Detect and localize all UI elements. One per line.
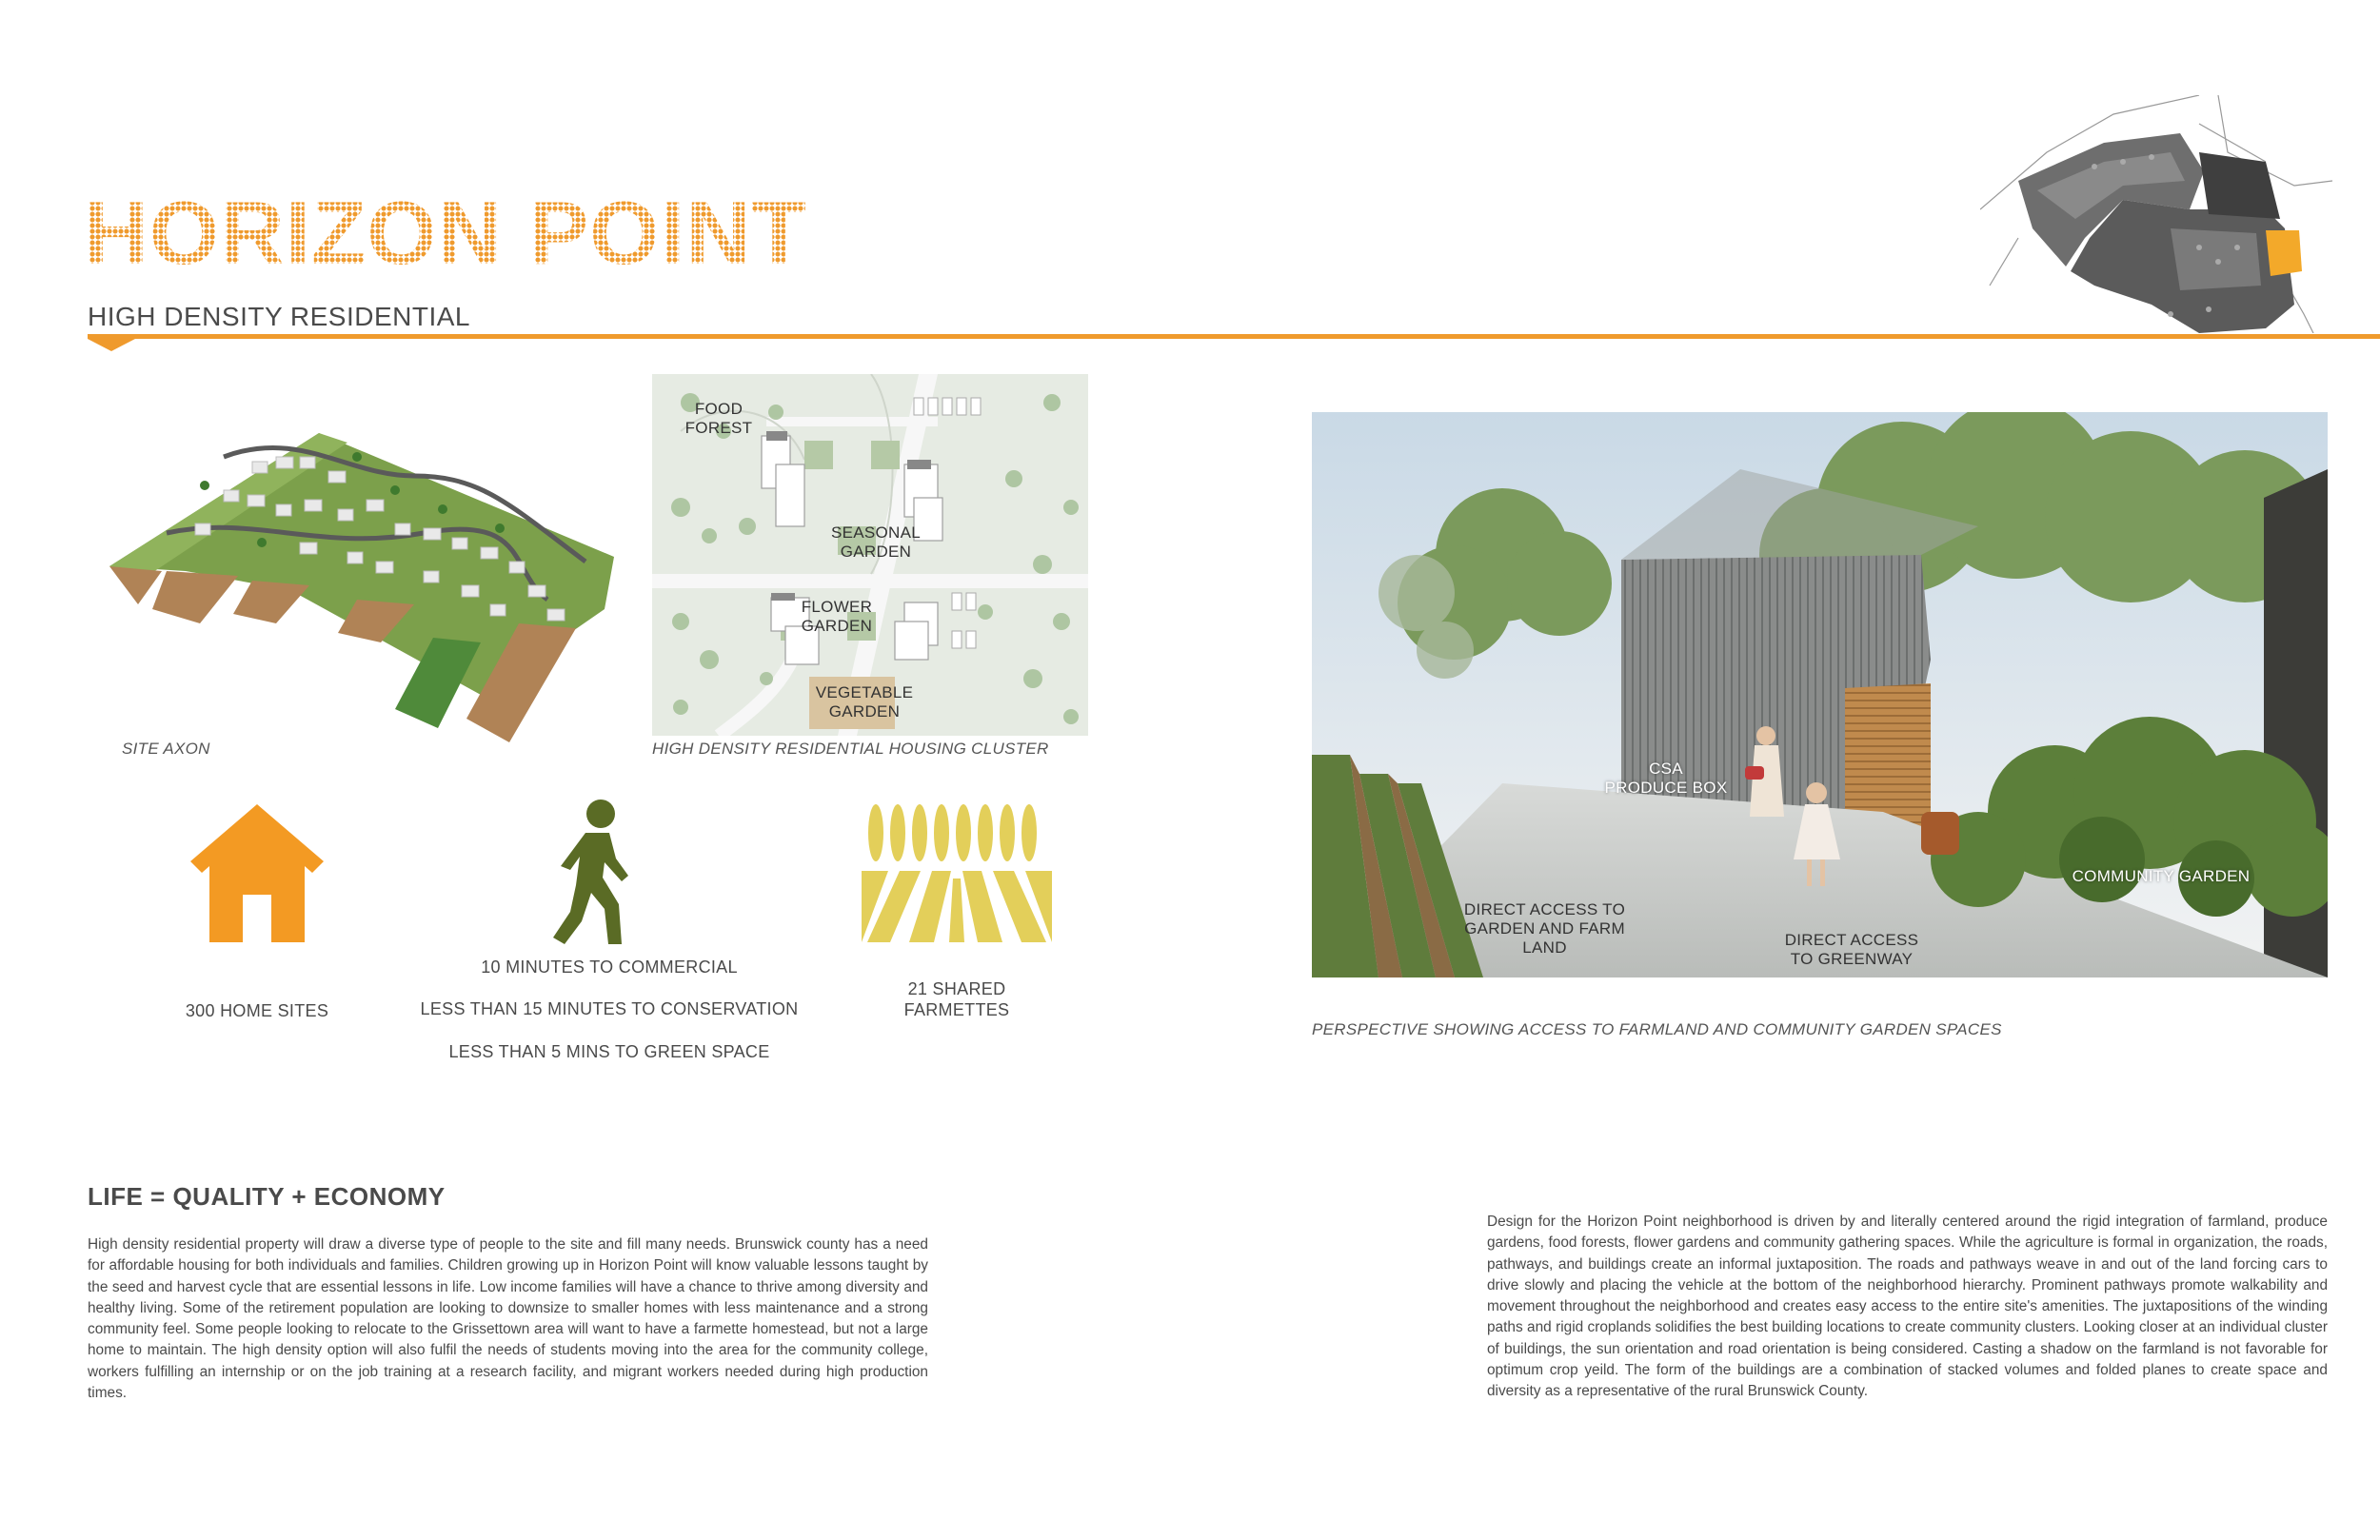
stat-conservation: LESS THAN 15 MINUTES TO CONSERVATION (420, 999, 799, 1018)
stat-green-space: LESS THAN 5 MINS TO GREEN SPACE (448, 1042, 770, 1061)
left-paragraph: High density residential property will draw a diverse type of people to the site and fill many needs. Brunswick county has a need for affordable housing for both individuals and families. Children growing up in Horizon Point will know valuable lessons taught by the seed and harvest cycle that are essential lessons in life. Low income families will have a chance to thrive among diversity and healthy living. Some of the retirement population are looking to downsize to smaller homes with less maintenance and a strong community feel. Some people looking to relocate to the Grissettown area will want to have a farmette homestead, but not a large home to maintain. The high density option will also fulfil the needs of students moving into the area for the community college, workers fulfilling an internship or on the job training at a research facility, and migrant workers needed during high production times. (88, 1236, 928, 1402)
perspective-rendering (1312, 412, 2328, 977)
stat-commercial: 10 MINUTES TO COMMERCIAL (481, 958, 738, 977)
page-subtitle: HIGH DENSITY RESIDENTIAL (88, 302, 471, 331)
key-map (1980, 95, 2332, 333)
section-heading: LIFE = QUALITY + ECONOMY (88, 1182, 446, 1211)
label-vegetable-garden: VEGETABLE GARDEN (815, 683, 914, 721)
site-axon-image (109, 419, 624, 742)
farmette-icon (862, 804, 1052, 942)
cluster-caption: HIGH DENSITY RESIDENTIAL HOUSING CLUSTER (652, 740, 1049, 758)
axon-caption: SITE AXON (122, 740, 210, 758)
right-paragraph: Design for the Horizon Point neighborhood is driven by and literally centered around the rigid integration of farmland, produce gardens, food forests, flower gardens and community gathering spaces. While the agriculture is formal in organization, the roads, pathways, and buildings create an informal juxtaposition. The roads and pathways weave in and out of the land forcing cars to drive slowly and placing the vehicle at the bottom of the neighborhood hierarchy. Prominent pathways promote walkability and movement throughout the neighborhood and creates easy access to the entire site's amenities. The juxtapositions of the winding paths and rigid croplands solidifies the best building locations to create community clusters. Looking closer at an individual cluster of buildings, the sun orientation and road orientation is being considered. Casting a shadow on the farmland is not favorable for optimum crop yeild. The form of the buildings are a combination of stacked volumes and folded planes to create space and diversity as a representative of the rural Brunswick County. (1487, 1214, 2328, 1400)
header-rule (88, 334, 2380, 339)
key-map-highlight (2266, 230, 2302, 276)
label-direct-access-farm: DIRECT ACCESS TO GARDEN AND FARM LAND (1463, 900, 1626, 957)
label-direct-access-greenway: DIRECT ACCESS TO GREENWAY (1784, 931, 1919, 968)
page-title: HORIZON POINT (84, 183, 807, 283)
label-flower-garden: FLOWER GARDEN (801, 598, 873, 635)
label-community-garden: COMMUNITY GARDEN (2072, 867, 2251, 885)
perspective-caption: PERSPECTIVE SHOWING ACCESS TO FARMLAND AND COMMUNITY GARDEN SPACES (1312, 1020, 2002, 1038)
label-csa-produce-box: CSA PRODUCE BOX (1604, 760, 1728, 797)
header-rule-marker (88, 339, 135, 351)
stat-homes: 300 HOME SITES (185, 1001, 329, 1020)
label-seasonal-garden: SEASONAL GARDEN (830, 523, 922, 561)
house-icon (190, 804, 324, 942)
stat-farmettes: 21 SHARED FARMETTES (903, 979, 1010, 1019)
walking-person-icon (547, 800, 633, 947)
label-food-forest: FOOD FOREST (684, 400, 753, 437)
